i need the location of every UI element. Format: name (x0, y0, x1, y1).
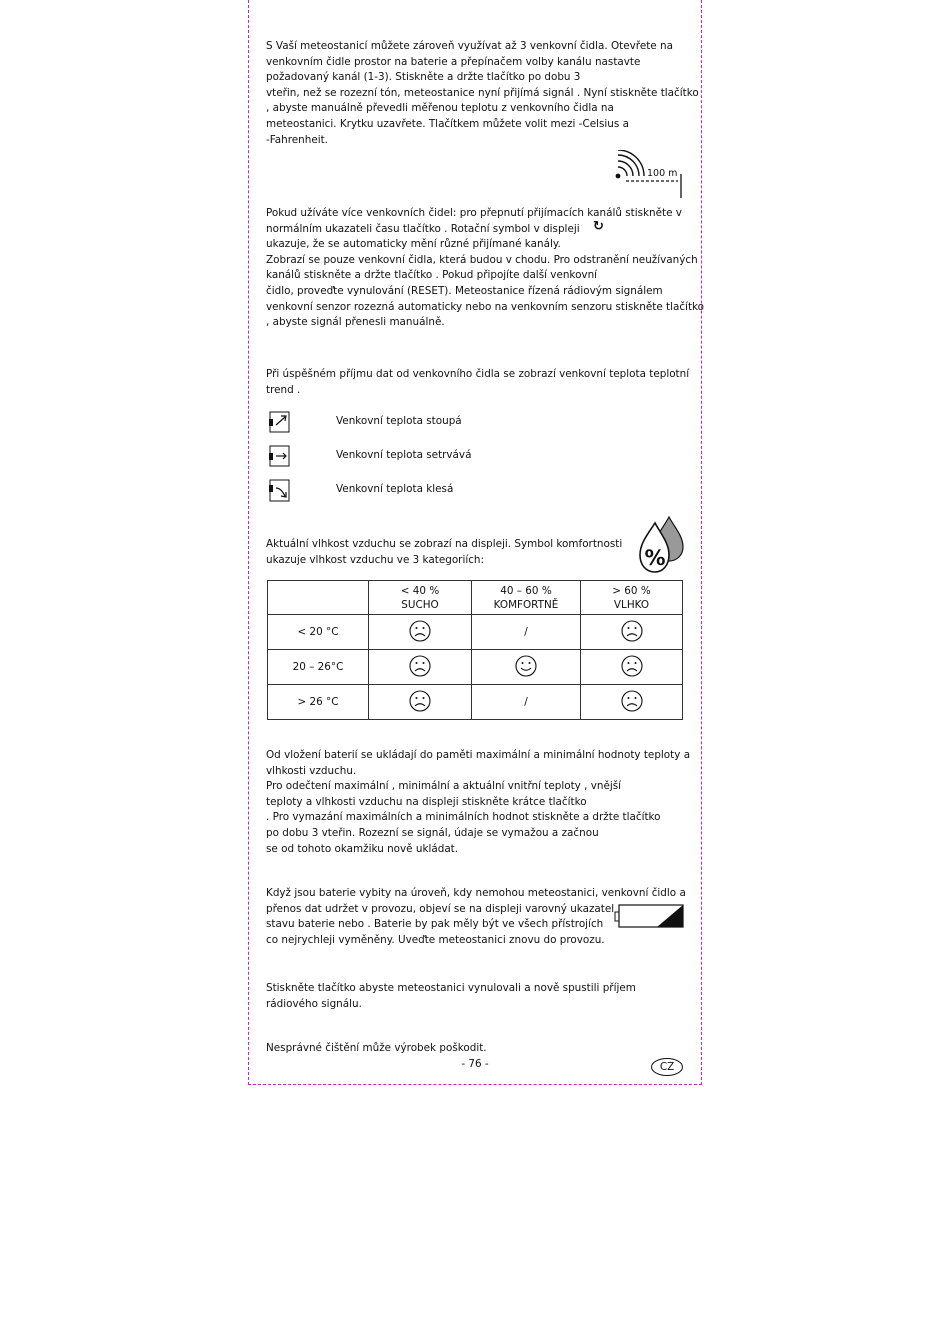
text-line: se od tohoto okamžiku nově ukládat. (266, 842, 459, 855)
text-line: ukazuje, že se automaticky mění různé přijímané kanály. (266, 238, 561, 251)
text-line: po dobu 3 vteřin. Rozezní se signál, údaje se vymažou a začnou (266, 826, 599, 839)
trend-rising-icon (269, 411, 291, 433)
text-line: teploty a vlhkosti vzduchu na displeji stiskněte krátce tlačítko (266, 795, 587, 808)
rotation-icon: ↻ (593, 219, 604, 234)
row-label: 20 – 26°C (268, 650, 369, 685)
text-line: Stiskněte tlačítko abyste meteostanici vynulovali a nově spustili příjem (266, 982, 636, 994)
comfort-cell (581, 615, 683, 650)
trend-steady-icon (269, 445, 291, 467)
text-line: S Vaší meteostanicí můžete zároveň využívat až 3 venkovní čidla. Otevřete na (266, 40, 673, 52)
comfort-cell (369, 685, 472, 720)
text-line: vteřin, než se rozezní tón, meteostanice nyní přijímá signál . Nyní stiskněte tlačítko (266, 86, 699, 99)
text-line: Zobrazí se pouze venkovní čidla, která budou v chodu. Pro odstranění neužívaných (266, 253, 698, 266)
text-line: -Fahrenheit. (266, 133, 328, 146)
range-label: 100 m (647, 168, 678, 179)
text-line: vlhkosti vzduchu. (266, 764, 357, 777)
trend-steady-label: Venkovní teplota setrvává (336, 449, 472, 461)
text-line: ukazuje vlhkost vzduchu ve 3 kategoriích: (266, 553, 485, 566)
text-line: . Pro vymazání maximálních a minimálních hodnot stiskněte a držte tlačítko (266, 811, 661, 824)
section-reset (266, 981, 686, 1012)
text-line: Aktuální vlhkost vzduchu se zobrazí na displeji. Symbol komfortnosti (266, 538, 623, 550)
table-header-row (268, 581, 683, 615)
text-line: co nejrychleji vyměněny. Uveďte meteostanici znovu do provozu. (266, 933, 605, 946)
table-header-cell: 40 – 60 % KOMFORTNĚ (472, 581, 581, 615)
comfort-cell: / (472, 685, 581, 720)
table-corner-cell (268, 581, 369, 615)
comfort-cell (581, 685, 683, 720)
section-channel-switch (266, 206, 705, 331)
low-battery-icon (614, 903, 686, 929)
text-line: Pro odečtení maximální , minimální a aktuální vnitřní teploty , vnější (266, 780, 622, 793)
section-humidity (266, 537, 686, 568)
text-line: rádiového signálu. (266, 997, 362, 1010)
text-line: čidlo, proveďte vynulování (RESET). Meteostanice řízená rádiovým signálem (266, 284, 663, 297)
trend-falling-label: Venkovní teplota klesá (336, 483, 454, 495)
text-line: stavu baterie nebo . Baterie by pak měly být ve všech přístrojích (266, 918, 604, 931)
table-header-cell: > 60 % VLHKO (581, 581, 683, 615)
section-multiple-sensors (266, 39, 699, 148)
trend-rising-label: Venkovní teplota stoupá (336, 415, 462, 427)
sad-face-icon (408, 654, 432, 678)
language-badge: CZ (651, 1058, 683, 1076)
page-number: - 76 - (461, 1058, 489, 1070)
sad-face-icon (620, 654, 644, 678)
text-line: , abyste signál přenesli manuálně. (266, 316, 445, 329)
section-temperature-trend (266, 367, 690, 398)
comfort-cell (472, 650, 581, 685)
happy-face-icon (514, 654, 538, 678)
trend-falling-icon (269, 479, 291, 502)
sad-face-icon (620, 619, 644, 643)
text-line: Při úspěšném příjmu dat od venkovního čidla se zobrazí venkovní teplota teplotní (266, 368, 690, 380)
row-label: > 26 °C (268, 685, 369, 720)
text-line: požadovaný kanál (1-3). Stiskněte a držte tlačítko po dobu 3 (266, 71, 581, 84)
table-row (268, 650, 683, 685)
humidity-drops-icon (636, 514, 686, 578)
sad-face-icon (408, 619, 432, 643)
text-line: trend . (266, 383, 301, 396)
sad-face-icon (620, 689, 644, 713)
text-line: venkovním čidle prostor na baterie a přepínačem volby kanálu nastavte (266, 55, 641, 68)
section-min-max (266, 748, 691, 857)
text-line: Když jsou baterie vybity na úroveň, kdy nemohou meteostanici, venkovní čidlo a (266, 887, 686, 899)
text-line: meteostanici. Krytku uzavřete. Tlačítkem můžete volit mezi -Celsius a (266, 117, 629, 130)
cleaning-warning: Nesprávné čištění může výrobek poškodit. (266, 1042, 487, 1054)
text-line: venkovní senzor rozezná automaticky nebo na venkovním senzoru stiskněte tlačítko (266, 300, 705, 313)
sad-face-icon (408, 689, 432, 713)
text-line: Od vložení baterií se ukládají do paměti maximální a minimální hodnoty teploty a (266, 749, 691, 761)
text-line: přenos dat udržet v provozu, objeví se na displeji varovný ukazatel (266, 902, 615, 915)
text-line: , abyste manuálně převedli měřenou teplotu z venkovního čidla na (266, 102, 614, 115)
comfort-cell (369, 615, 472, 650)
table-header-cell: < 40 % SUCHO (369, 581, 472, 615)
comfort-cell (581, 650, 683, 685)
table-row (268, 615, 683, 650)
comfort-cell (369, 650, 472, 685)
percent-symbol: % (644, 546, 666, 570)
text-line: kanálů stiskněte a držte tlačítko . Pokud připojíte další venkovní (266, 269, 598, 282)
table-row (268, 685, 683, 720)
text-line: normálním ukazateli času tlačítko . Rotační symbol v displeji (266, 222, 580, 235)
row-label: < 20 °C (268, 615, 369, 650)
comfort-table (267, 580, 683, 720)
text-line: Pokud užíváte více venkovních čidel: pro přepnutí přijímacích kanálů stiskněte v (266, 207, 682, 219)
comfort-cell: / (472, 615, 581, 650)
